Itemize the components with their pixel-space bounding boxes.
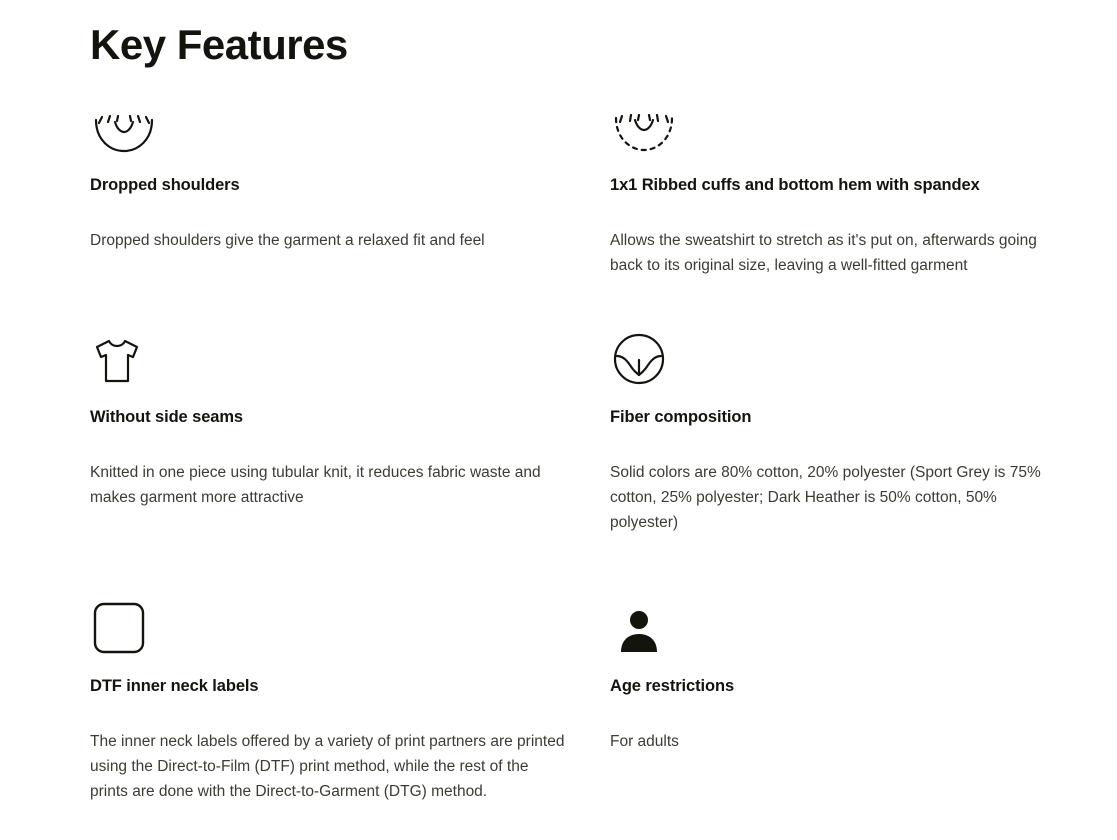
feature-title: Fiber composition <box>610 408 752 427</box>
fiber-composition-icon <box>610 330 1061 388</box>
person-icon <box>610 599 1061 657</box>
features-column-left <box>90 98 610 828</box>
feature-ribbed-cuffs <box>610 98 1091 306</box>
feature-fiber-composition <box>610 330 1091 575</box>
feature-dropped-shoulders <box>90 98 610 306</box>
ribbed-cuffs-icon <box>610 98 1061 156</box>
feature-without-side-seams <box>90 330 610 575</box>
feature-age-restrictions <box>610 599 1091 799</box>
page-title: Key Features <box>90 21 348 68</box>
feature-description: Knitted in one piece using tubular knit, it reduces fabric waste and makes garment more attractive <box>90 464 541 507</box>
features-column-right <box>610 98 1091 828</box>
feature-description: For adults <box>610 733 679 751</box>
feature-description: Solid colors are 80% cotton, 20% polyester (Sport Grey is 75% cotton, 25% polyester; Dark Heather is 50% cotton, 50% polyester) <box>610 464 1041 532</box>
feature-title: Dropped shoulders <box>90 176 240 195</box>
feature-dtf-inner-neck-labels <box>90 599 610 804</box>
feature-title: Without side seams <box>90 408 244 427</box>
features-grid <box>90 98 1091 828</box>
feature-title: DTF inner neck labels <box>90 677 259 696</box>
dropped-shoulders-icon <box>90 98 580 156</box>
t-shirt-icon <box>90 330 580 388</box>
key-features-page <box>0 22 1117 840</box>
feature-description: The inner neck labels offered by a variety of print partners are printed using the Direct-to-Film (DTF) print method, while the rest of the prints are done with the Direct-to-Garment (DTG) method. <box>90 733 565 801</box>
feature-title: 1x1 Ribbed cuffs and bottom hem with spandex <box>610 176 980 195</box>
feature-title: Age restrictions <box>610 677 735 696</box>
feature-description: Dropped shoulders give the garment a relaxed fit and feel <box>90 232 485 250</box>
neck-label-icon <box>90 599 580 657</box>
feature-description: Allows the sweatshirt to stretch as it's put on, afterwards going back to its original size, leaving a well-fitted garment <box>610 232 1037 275</box>
